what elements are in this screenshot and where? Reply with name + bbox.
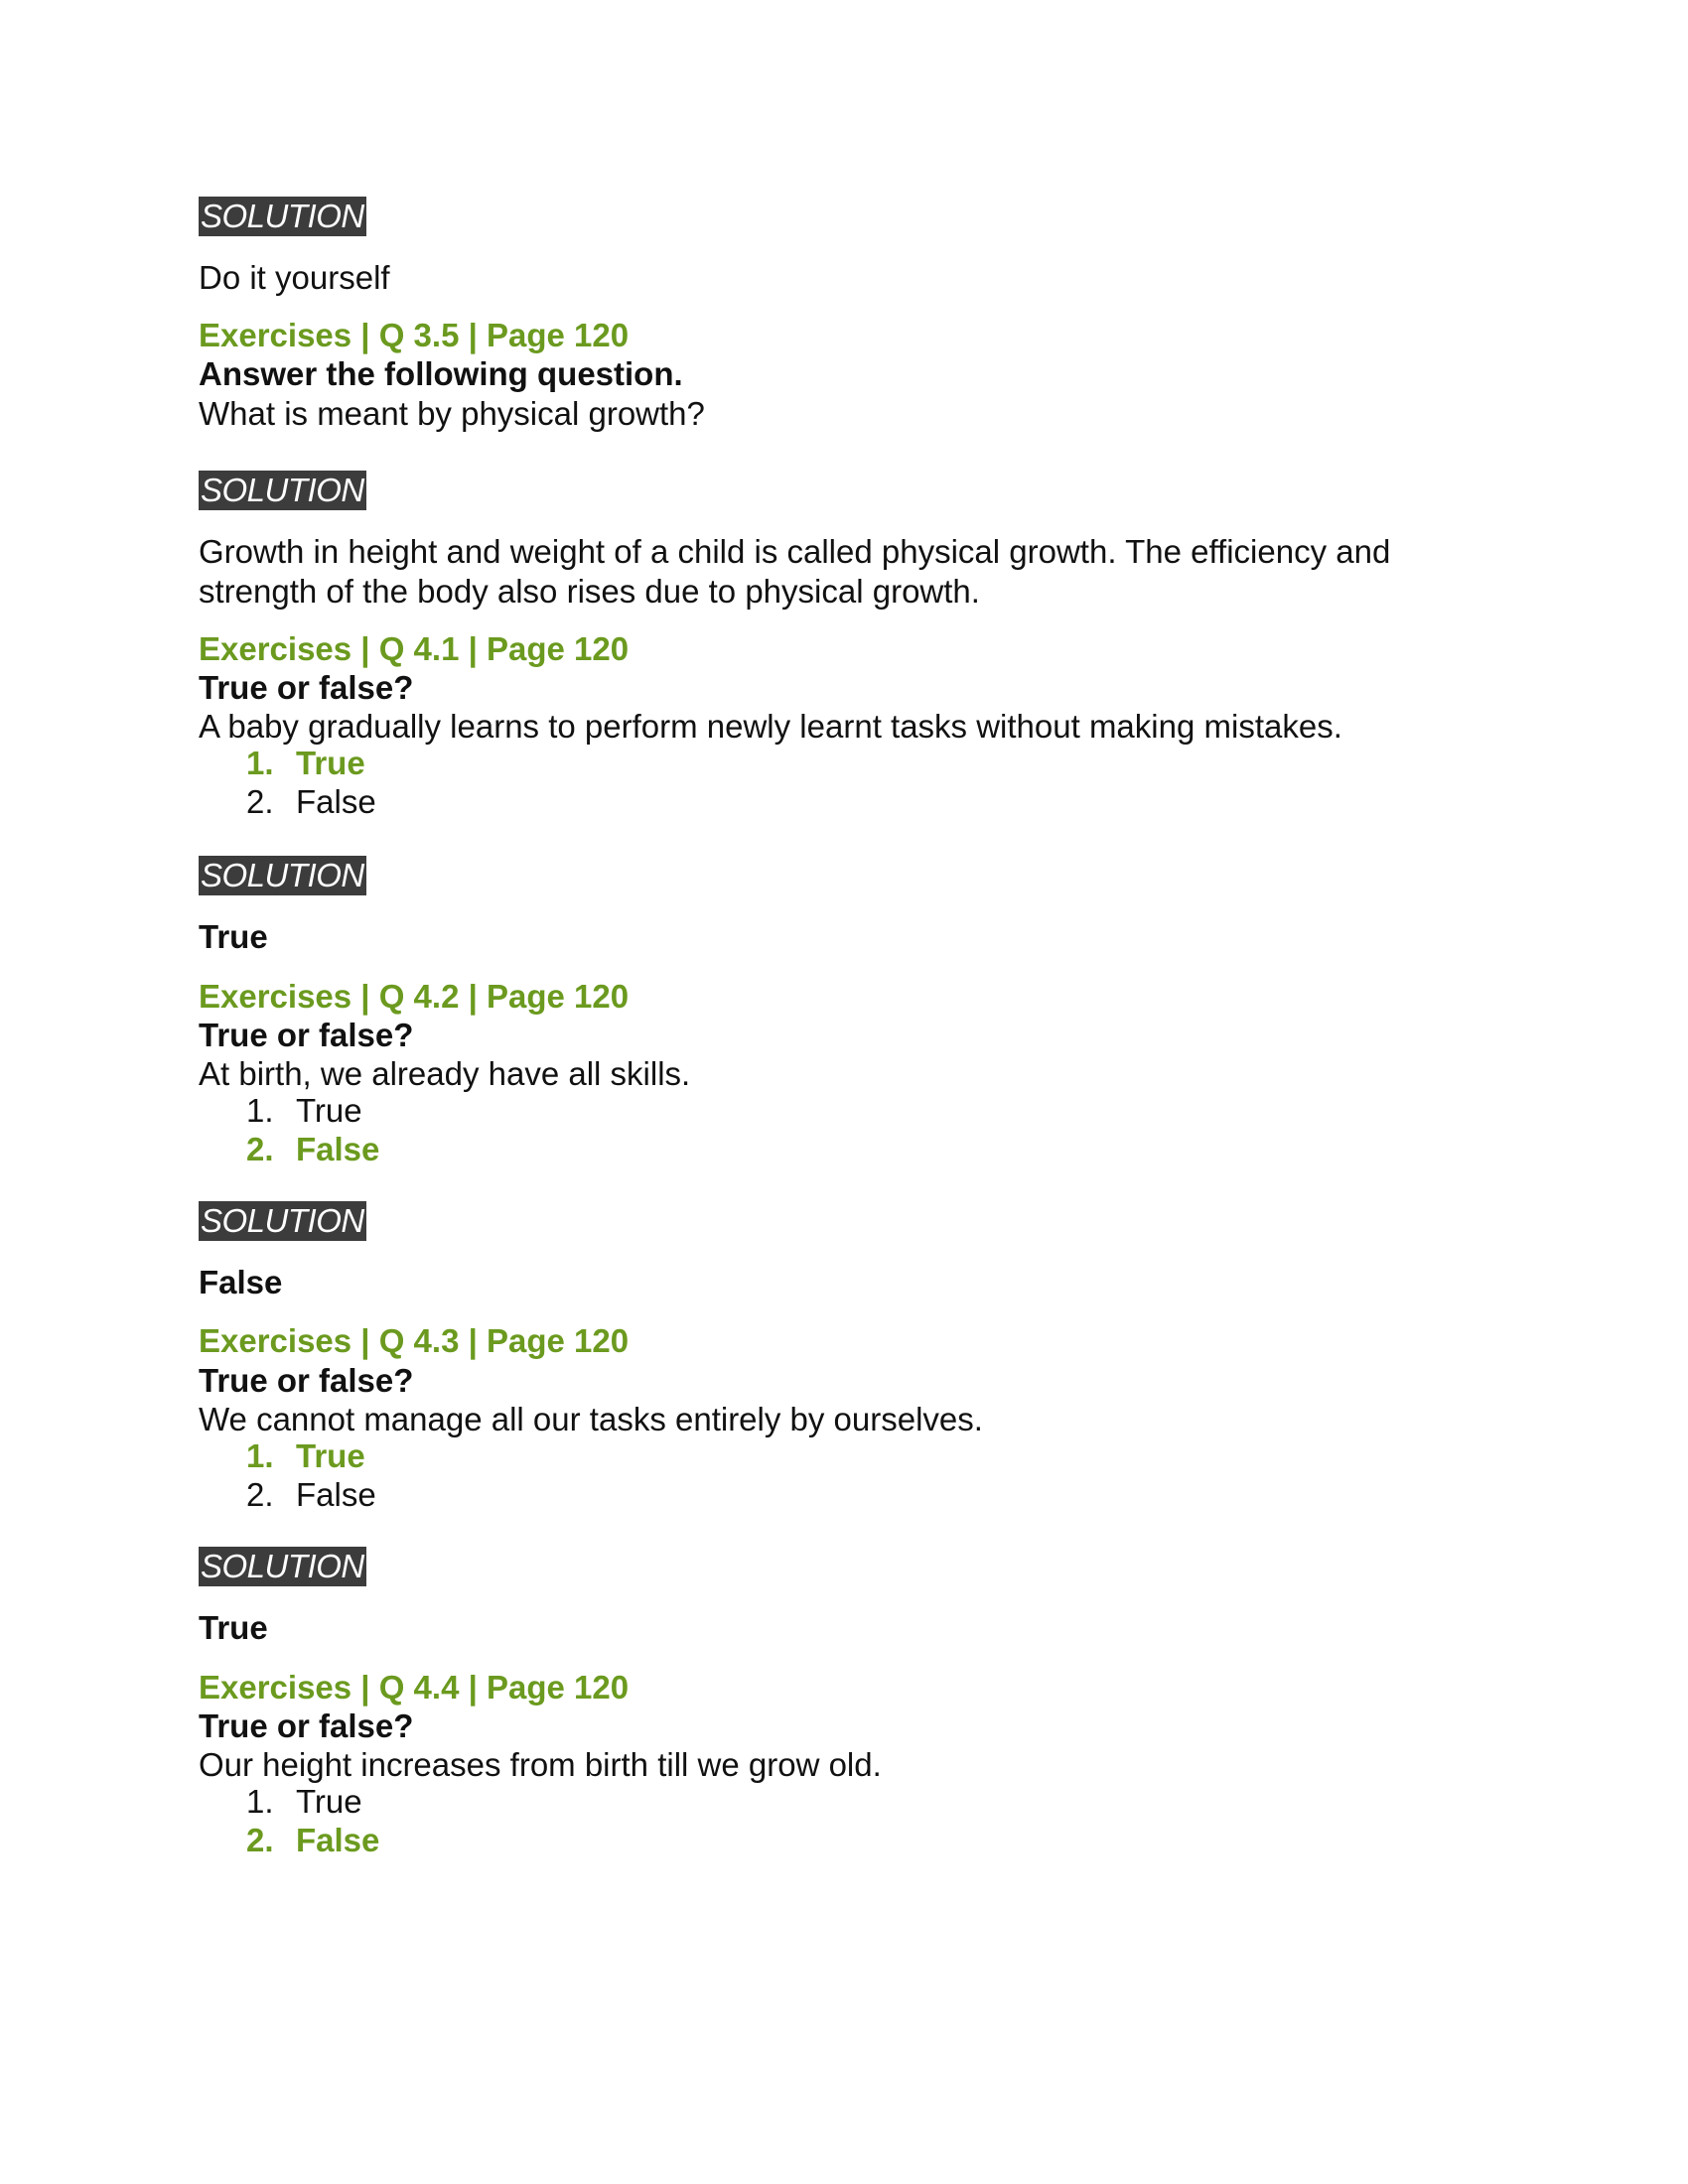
option-label: False [296,1822,380,1858]
question-instruction: Answer the following question. [199,355,683,392]
option-label: False [296,1476,376,1513]
option-label: False [296,1131,380,1167]
solution-answer: Do it yourself [199,259,390,296]
option-item [246,1783,362,1821]
question-instruction: True or false? [199,1362,414,1399]
solution-answer: True [199,1609,268,1646]
option-label: True [296,745,365,781]
exercise-heading: Exercises | Q 4.2 | Page 120 [199,978,630,1015]
exercise-heading: Exercises | Q 4.3 | Page 120 [199,1322,630,1359]
question-text: What is meant by physical growth? [199,395,705,432]
option-item [246,1822,379,1859]
solution-label: SOLUTION [201,198,364,234]
option-number: 1. [246,1783,274,1820]
solution-label: SOLUTION [201,472,364,508]
solution-answer: False [199,1264,283,1300]
solution-badge [199,197,366,236]
option-number: 1. [246,745,274,781]
solution-label: SOLUTION [201,1548,364,1584]
option-item [246,783,376,821]
question-text: A baby gradually learns to perform newly learnt tasks without making mistakes. [199,708,1342,745]
option-number: 1. [246,1092,274,1129]
option-number: 2. [246,783,274,820]
option-number: 1. [246,1437,274,1474]
exercise-heading: Exercises | Q 4.4 | Page 120 [199,1669,630,1706]
option-number: 2. [246,1476,274,1513]
question-instruction: True or false? [199,669,414,706]
option-label: True [296,1783,362,1820]
option-number: 2. [246,1131,274,1167]
question-text: Our height increases from birth till we grow old. [199,1746,882,1783]
solution-badge [199,1547,366,1586]
solution-label: SOLUTION [201,857,364,893]
option-item [246,745,365,782]
solution-badge [199,1201,366,1241]
solution-answer: True [199,918,268,955]
question-text: At birth, we already have all skills. [199,1055,691,1092]
option-item [246,1437,365,1475]
option-number: 2. [246,1822,274,1858]
option-item [246,1476,376,1514]
option-label: False [296,783,376,820]
question-instruction: True or false? [199,1707,414,1744]
option-label: True [296,1437,365,1474]
solution-badge [199,856,366,895]
question-instruction: True or false? [199,1017,414,1053]
option-item [246,1131,379,1168]
solution-badge [199,471,366,510]
option-label: True [296,1092,362,1129]
solution-label: SOLUTION [201,1202,364,1239]
solution-answer: Growth in height and weight of a child is called physical growth. The efficiency and strength of the body also rises due to physical growth. [199,533,1391,610]
option-item [246,1092,362,1130]
question-text: We cannot manage all our tasks entirely by ourselves. [199,1401,983,1437]
exercise-heading: Exercises | Q 3.5 | Page 120 [199,317,630,353]
exercise-heading: Exercises | Q 4.1 | Page 120 [199,630,630,667]
